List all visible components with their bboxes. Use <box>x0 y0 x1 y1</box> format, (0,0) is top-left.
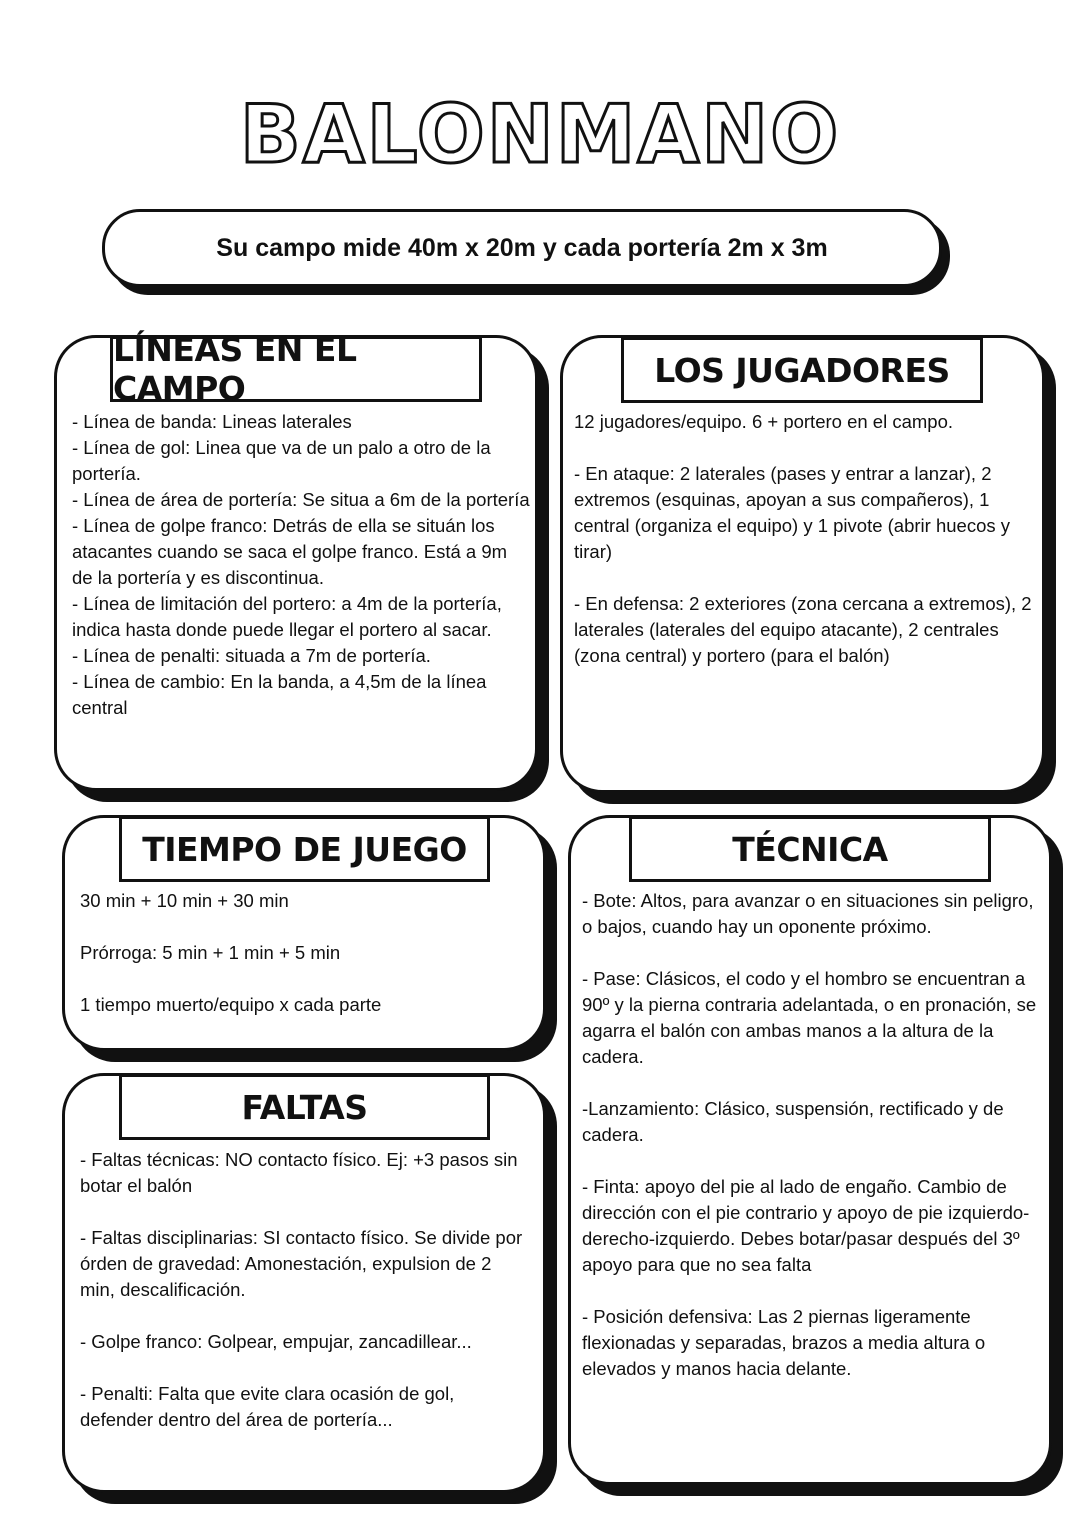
list-item: Prórroga: 5 min + 1 min + 5 min <box>80 942 341 963</box>
list-item: - Línea de cambio: En la banda, a 4,5m de la línea central <box>72 671 487 718</box>
body-lineas <box>72 409 530 721</box>
body-faltas <box>80 1147 530 1433</box>
body-tiempo <box>80 888 535 1018</box>
list-item: 30 min + 10 min + 30 min <box>80 890 289 911</box>
list-item: - Línea de banda: Lineas laterales <box>72 411 352 432</box>
list-item: - Línea de área de portería: Se situa a 6m de la portería <box>72 489 530 510</box>
list-item: - Golpe franco: Golpear, empujar, zancadillear... <box>80 1331 472 1352</box>
heading-tecnica: TÉCNICA <box>629 816 991 882</box>
body-jugadores <box>574 409 1034 669</box>
list-item: - Finta: apoyo del pie al lado de engaño. Cambio de dirección con el pie contrario y apoyo de pie izquierdo-derecho-izquierdo. Debes botar/pasar después del 3º apoyo para que no sea falta <box>582 1176 1030 1275</box>
heading-faltas: FALTAS <box>119 1074 490 1140</box>
page-title: BALONMANO <box>239 88 841 181</box>
field-dimensions-text: Su campo mide 40m x 20m y cada portería 2m x 3m <box>216 233 828 262</box>
list-item: - Faltas disciplinarias: SI contacto físico. Se divide por órden de gravedad: Amonestación, expulsion de 2 min, descalificación. <box>80 1227 523 1300</box>
heading-jugadores: LOS JUGADORES <box>621 337 983 403</box>
list-item: - Línea de limitación del portero: a 4m de la portería, indica hasta donde puede llegar el portero al sacar. <box>72 593 502 640</box>
list-item: 1 tiempo muerto/equipo x cada parte <box>80 994 382 1015</box>
list-item: - Línea de penalti: situada a 7m de portería. <box>72 645 431 666</box>
list-item: - Línea de golpe franco: Detrás de ella se situán los atacantes cuando se saca el golpe franco. Está a 9m de la portería y es discontinua. <box>72 515 508 588</box>
heading-lineas: LÍNEAS EN EL CAMPO <box>110 336 482 402</box>
heading-tiempo: TIEMPO DE JUEGO <box>119 816 490 882</box>
list-item: - Posición defensiva: Las 2 piernas ligeramente flexionadas y separadas, brazos a media altura o elevados y manos hacia delante. <box>582 1306 986 1379</box>
list-item: - Línea de gol: Linea que va de un palo a otro de la portería. <box>72 437 491 484</box>
list-item: - Faltas técnicas: NO contacto físico. Ej: +3 pasos sin botar el balón <box>80 1149 518 1196</box>
list-item: - En defensa: 2 exteriores (zona cercana a extremos), 2 laterales (laterales del equipo atacante), 2 centrales (zona central) y portero (para el balón) <box>574 593 1032 666</box>
list-item: -Lanzamiento: Clásico, suspensión, rectificado y de cadera. <box>582 1098 1004 1145</box>
list-item: - Pase: Clásicos, el codo y el hombro se encuentran a 90º y la pierna contraria adelantada, o en pronación, se agarra el balón con ambas manos a la altura de la cadera. <box>582 968 1037 1067</box>
body-tecnica <box>582 888 1044 1382</box>
list-item: 12 jugadores/equipo. 6 + portero en el campo. <box>574 411 953 432</box>
list-item: - En ataque: 2 laterales (pases y entrar a lanzar), 2 extremos (esquinas, apoyan a sus compañeros), 1 central (organiza el equipo) y 1 pivote (abrir huecos y tirar) <box>574 463 1011 562</box>
list-item: - Penalti: Falta que evite clara ocasión de gol, defender dentro del área de portería... <box>80 1383 455 1430</box>
field-dimensions-banner <box>102 209 942 287</box>
list-item: - Bote: Altos, para avanzar o en situaciones sin peligro, o bajos, cuando hay un oponente próximo. <box>582 890 1034 937</box>
